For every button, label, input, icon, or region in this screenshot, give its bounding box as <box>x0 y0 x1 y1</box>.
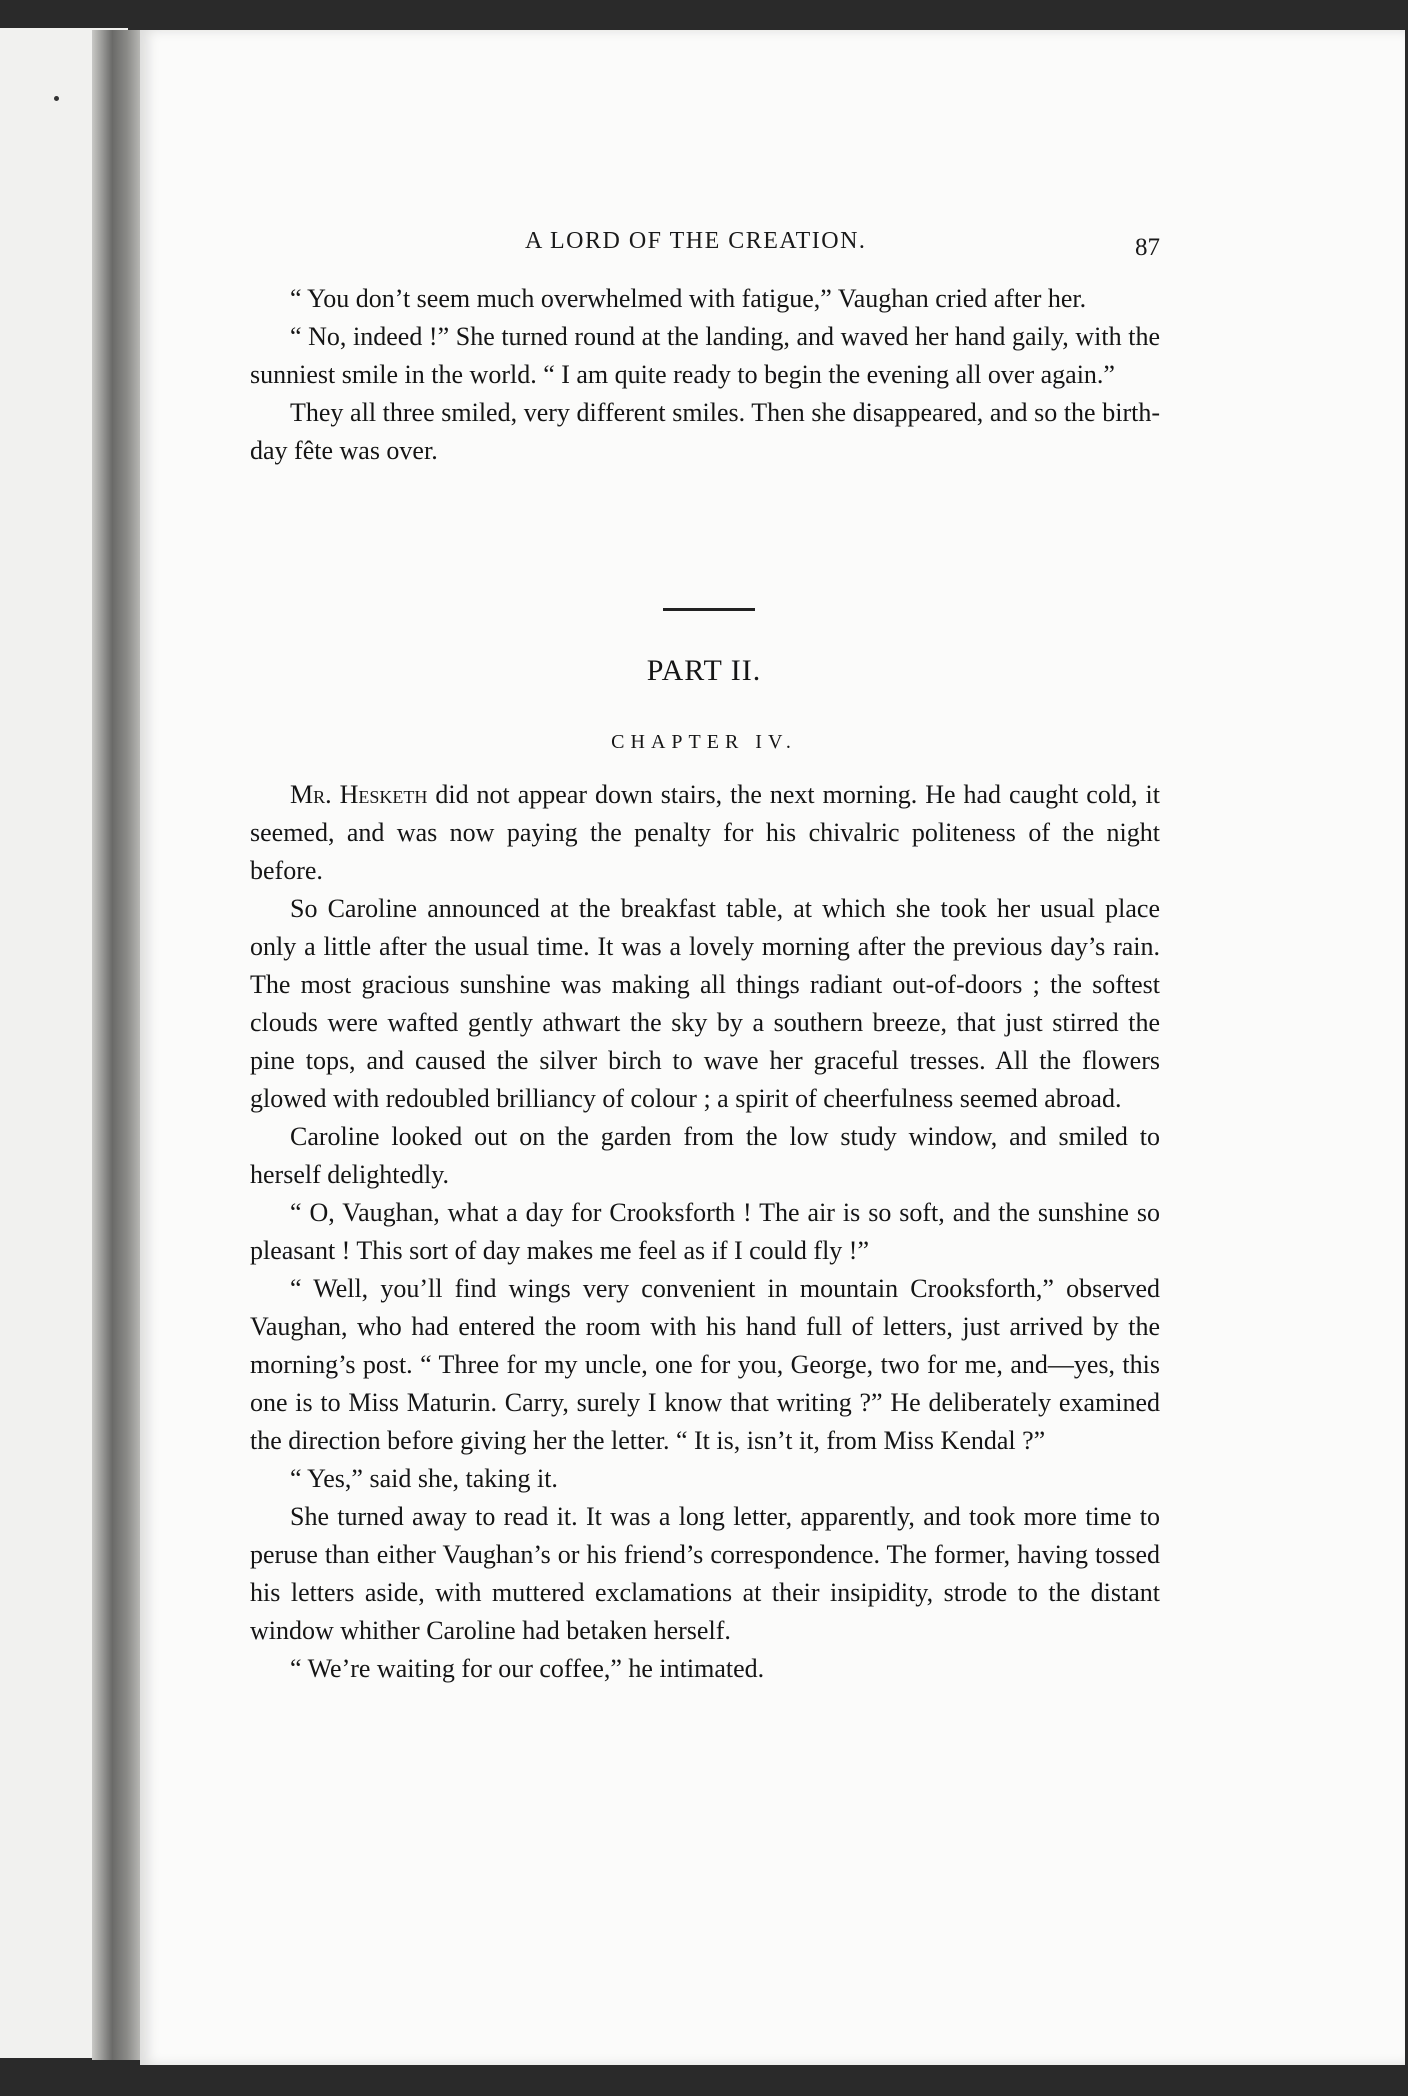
running-title: A LORD OF THE CREATION. <box>525 228 867 254</box>
preceding-chapter-text <box>250 280 1160 470</box>
page-number: 87 <box>1135 234 1160 261</box>
paragraph: “ No, indeed !” She turned round at the landing, and waved her hand gaily, with the sunniest smile in the world. “ I am quite ready to begin the evening all over again.” <box>250 322 1160 389</box>
chapter-text <box>250 776 1160 1688</box>
paragraph: “ Yes,” said she, taking it. <box>290 1464 558 1493</box>
chapter-heading: CHAPTER IV. <box>611 731 797 753</box>
opening-name: Mr. Hesketh <box>290 780 428 809</box>
paragraph: They all three smiled, very different smiles. Then she disappeared, and so the birth-day fête was over. <box>250 398 1160 465</box>
paragraph: So Caroline announced at the breakfast table, at which she took her usual place only a little after the usual time. It was a lovely morning after the previous day’s rain. The most gracious sunshine was making all things radiant out-of-doors ; the softest clouds were wafted gently athwart the sky by a southern breeze, that just stirred the pine tops, and caused the silver birch to wave her graceful tresses. All the flowers glowed with redoubled brilliancy of colour ; a spirit of cheerfulness seemed abroad. <box>250 894 1160 1113</box>
section-divider-rule <box>663 608 755 611</box>
opening-text: did not appear down stairs, the next morning. He had caught cold, it seemed, and was now paying the penalty for his chivalric politeness of the night before. <box>250 780 1160 885</box>
chapter-opening-paragraph <box>250 776 1160 890</box>
paragraph: “ Well, you’ll find wings very convenient in mountain Crooksforth,” observed Vaughan, who had entered the room with his hand full of letters, just arrived by the morning’s post. “ Three for my uncle, one for you, George, two for me, and—yes, this one is to Miss Maturin. Carry, surely I know that writing ?” He deliberately examined the direction before giving her the letter. “ It is, isn’t it, from Miss Kendal ?” <box>250 1274 1160 1455</box>
paragraph: She turned away to read it. It was a long letter, apparently, and took more time to peruse than either Vaughan’s or his friend’s correspondence. The former, having tossed his letters aside, with muttered exclamations at their insipidity, strode to the distant window whither Caroline had betaken herself. <box>250 1502 1160 1645</box>
paragraph: “ We’re waiting for our coffee,” he intimated. <box>290 1654 765 1683</box>
paragraph: “ O, Vaughan, what a day for Crooksforth ! The air is so soft, and the sunshine so pleasant ! This sort of day makes me feel as if I could fly !” <box>250 1198 1160 1265</box>
running-header <box>0 228 1408 268</box>
paragraph: “ You don’t seem much overwhelmed with fatigue,” Vaughan cried after her. <box>290 284 1087 313</box>
part-heading: PART II. <box>646 654 762 687</box>
ink-speck <box>54 96 59 101</box>
paragraph: Caroline looked out on the garden from the low study window, and smiled to herself delightedly. <box>250 1122 1160 1189</box>
